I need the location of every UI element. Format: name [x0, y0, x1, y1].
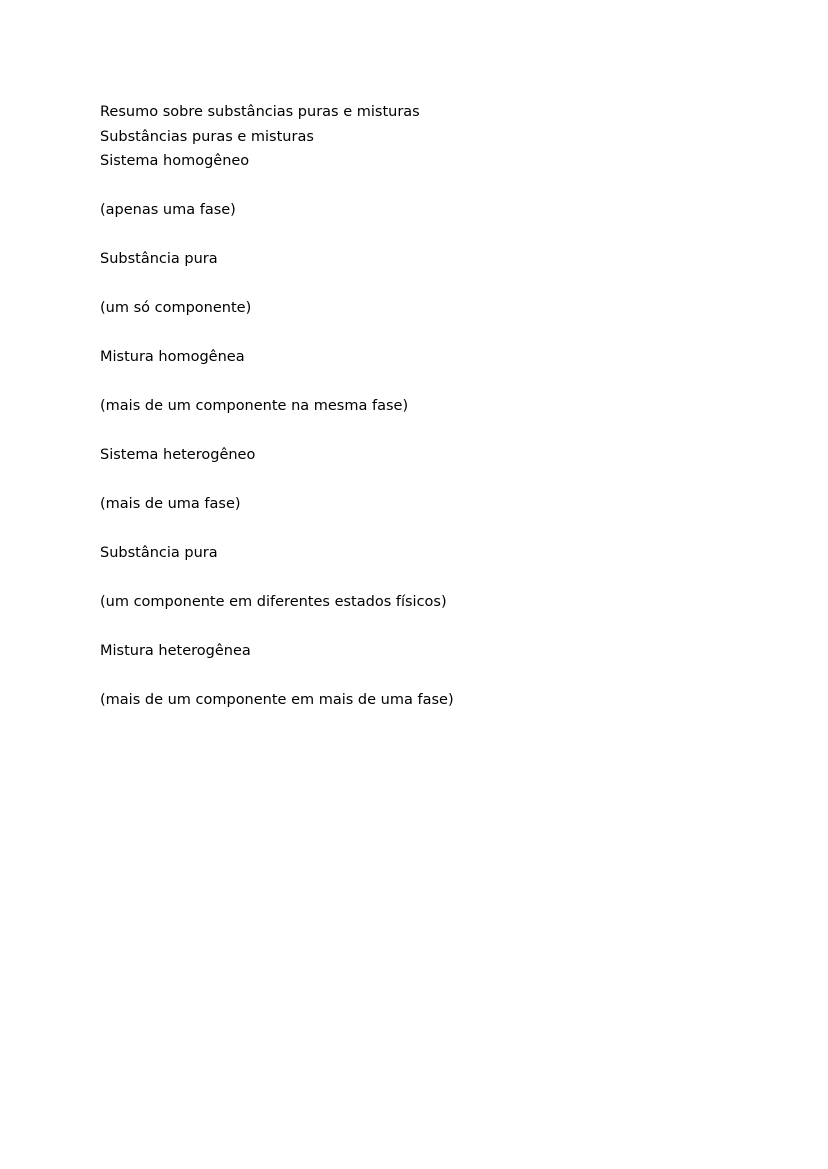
- text-line: (mais de uma fase): [100, 496, 241, 512]
- text-line: (um componente em diferentes estados físicos): [100, 594, 447, 610]
- text-line: Sistema heterogêneo: [100, 447, 256, 463]
- spacer: [100, 468, 740, 493]
- section-heading: Substâncias puras e misturas: [100, 128, 314, 145]
- document-page: [100, 100, 740, 713]
- spacer: [100, 566, 740, 591]
- text-line: Mistura heterogênea: [100, 643, 251, 659]
- subsection-heading: Sistema homogêneo: [100, 153, 250, 169]
- text-line: (mais de um componente em mais de uma fase): [100, 692, 454, 708]
- text-line: Mistura homogênea: [100, 349, 245, 365]
- spacer: [100, 419, 740, 444]
- text-line: (apenas uma fase): [100, 202, 236, 218]
- spacer: [100, 615, 740, 640]
- text-line: (um só componente): [100, 300, 252, 316]
- spacer: [100, 174, 740, 199]
- spacer: [100, 272, 740, 297]
- spacer: [100, 321, 740, 346]
- text-line: Substância pura: [100, 251, 218, 267]
- spacer: [100, 223, 740, 248]
- spacer: [100, 517, 740, 542]
- text-line: (mais de um componente na mesma fase): [100, 398, 409, 414]
- spacer: [100, 370, 740, 395]
- spacer: [100, 664, 740, 689]
- text-line: Substância pura: [100, 545, 218, 561]
- document-title: Resumo sobre substâncias puras e misturas: [100, 104, 420, 120]
